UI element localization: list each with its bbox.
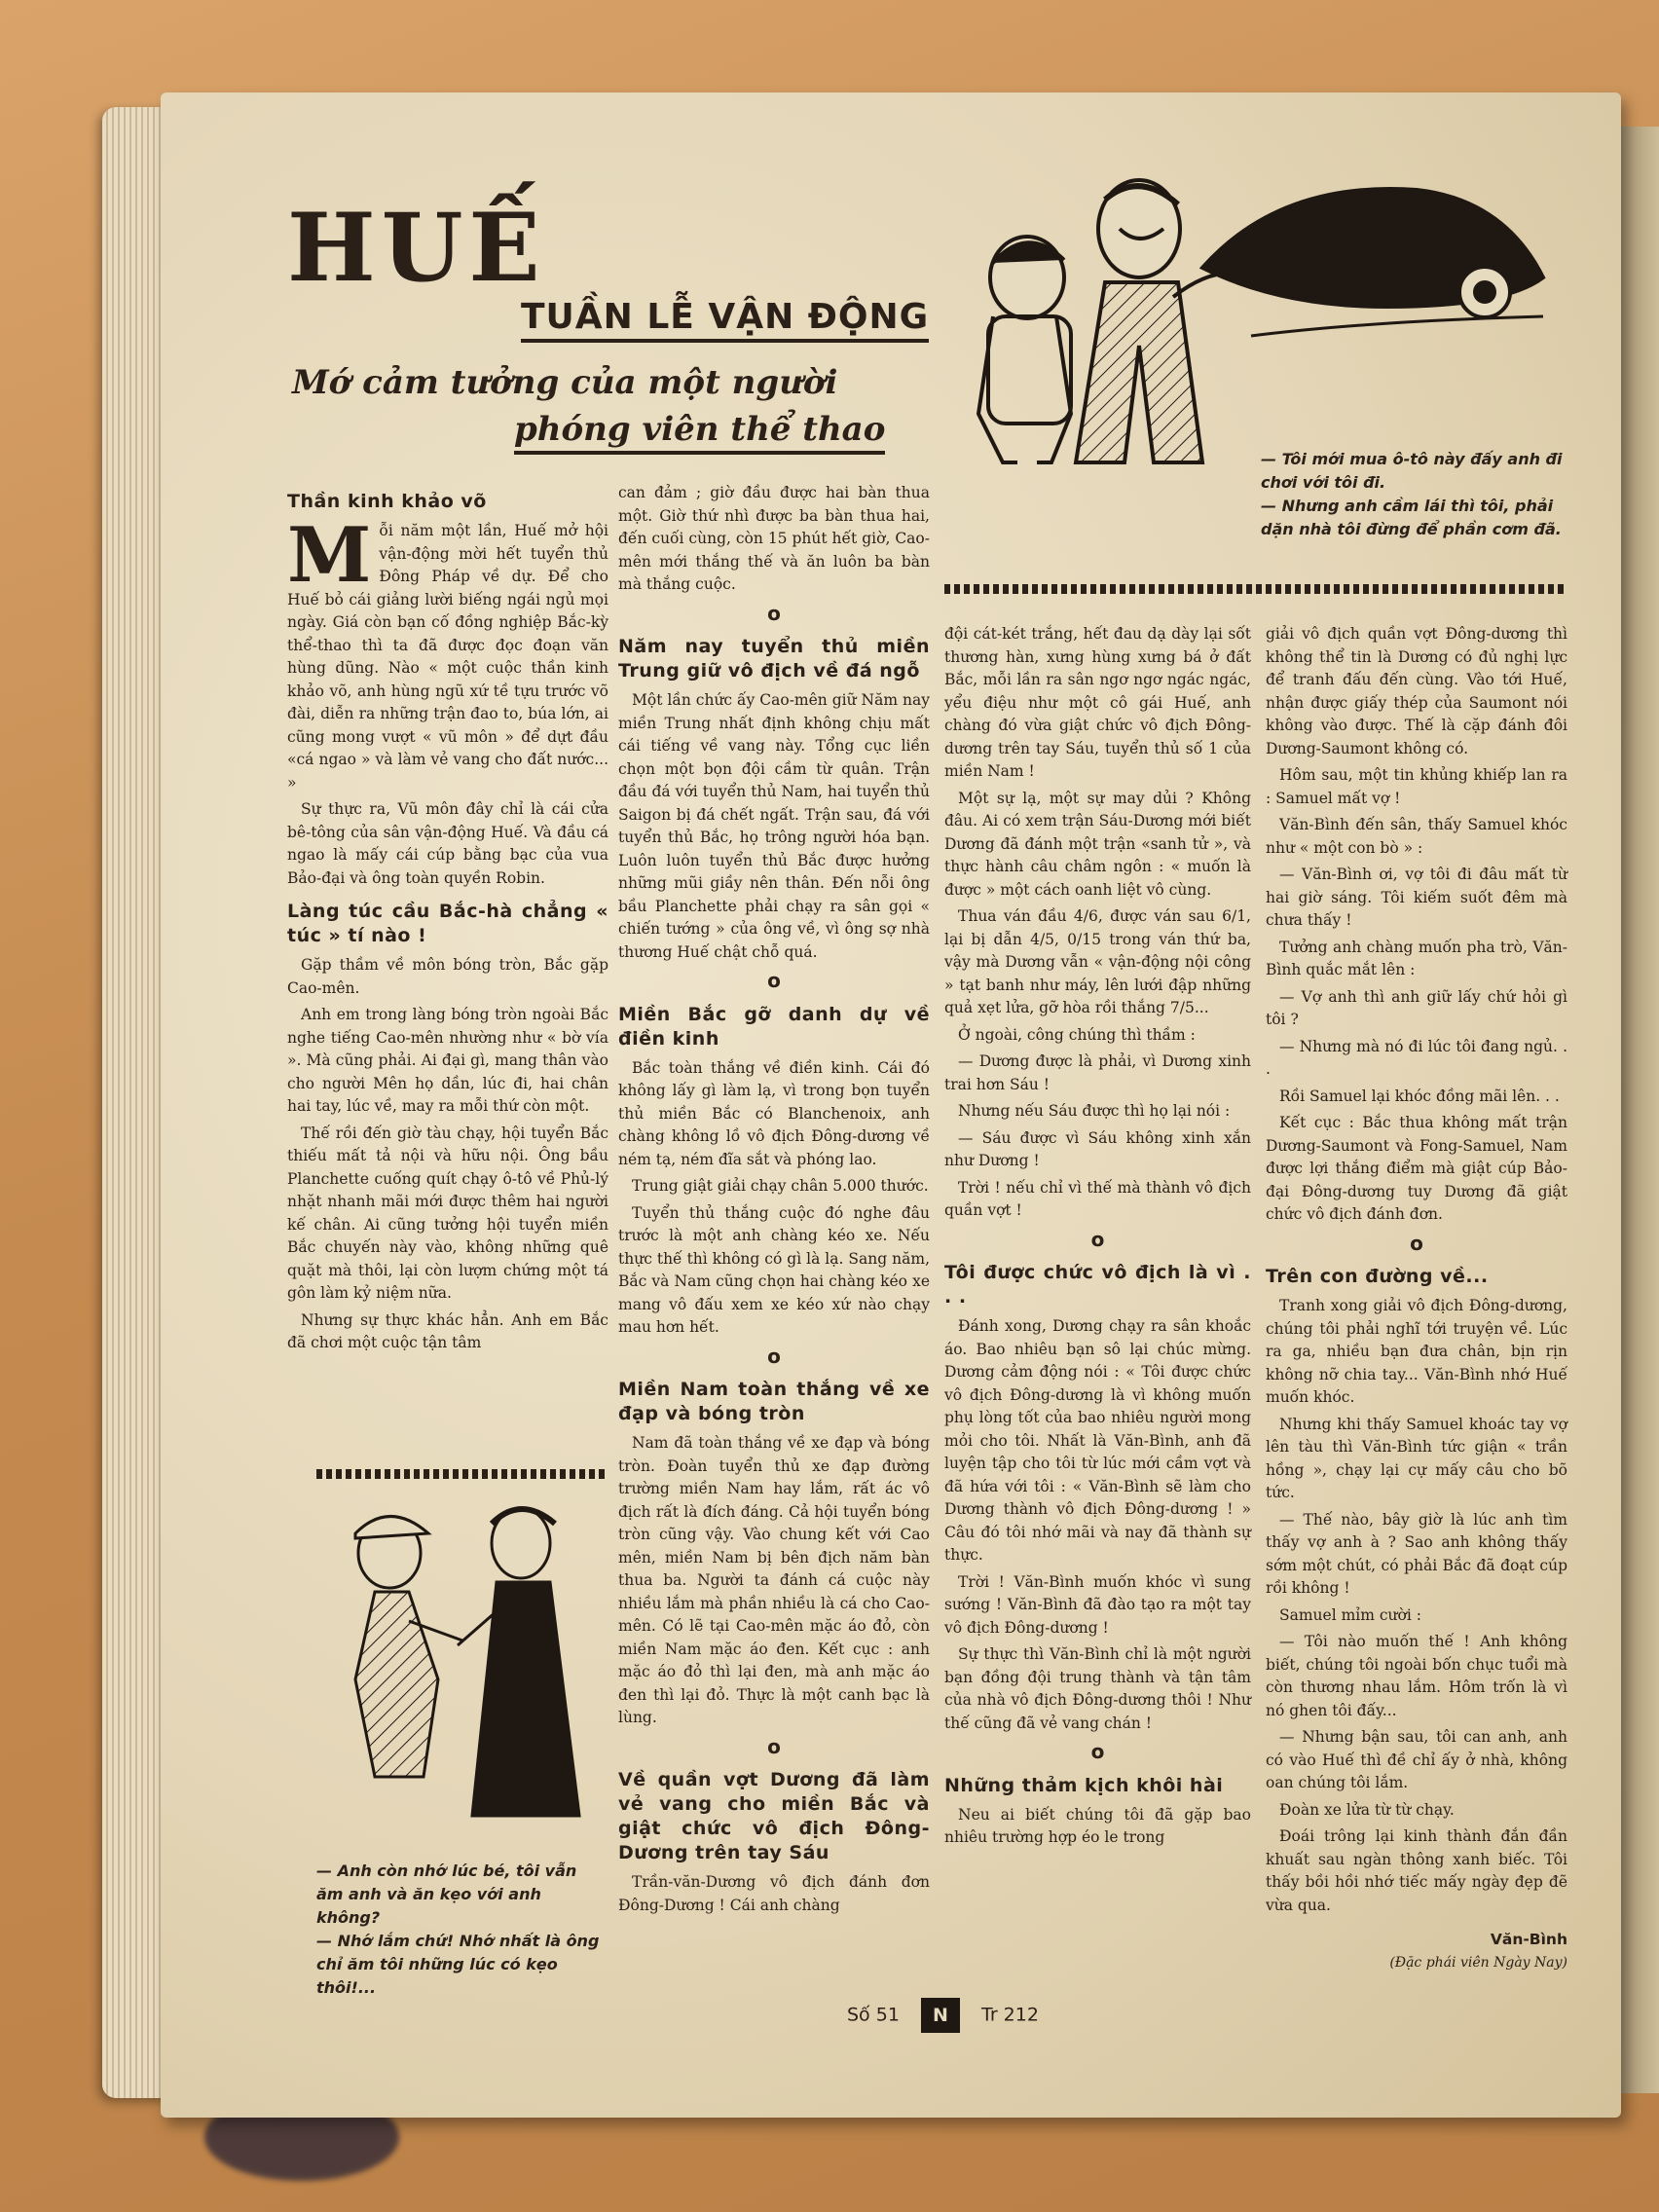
heading-mien-bac: Miền Bắc gỡ danh dự về điền kinh [618, 1003, 930, 1050]
paragraph: — Dương được là phải, vì Dương xinh trai hơn Sáu ! [944, 1052, 1251, 1093]
column-4 [1266, 623, 1567, 1974]
separator-circle: o [1410, 1231, 1423, 1255]
separator-circle: o [767, 1344, 781, 1368]
column-1 [287, 480, 608, 1359]
paragraph: — Thế nào, bây giờ là lúc anh tìm thấy vợ anh à ? Sao anh không thấy sớm một chút, có phải Bắc đã đoạt cúp rồi không ! [1266, 1510, 1567, 1597]
paragraph: Samuel mỉm cười : [1279, 1605, 1421, 1624]
separator-circle: o [1090, 1740, 1105, 1763]
paragraph: Thua ván đầu 4/6, được ván sau 6/1, lại bị dẫn 4/5, 0/15 trong ván thứ ba, vậy mà Dương vẫn « vận-động nội công » tạt banh như máy, lên lưới đập những quả xẹt lửa, gỡ hòa rồi thắng 7/5... [944, 907, 1251, 1016]
paragraph: đội cát-két trắng, hết đau dạ dày lại sốt thương hàn, xưng hùng xưng bá ở đất Bắc, mỗi lần ra sân ngơ ngơ ngác ngác, yểu điệu như một cô gái Huế, anh chàng đó vừa giật chức vô địch Đông-dương trên tay Sáu, tuyển thủ số 1 của miền Nam ! [944, 625, 1251, 780]
separator-circle: o [767, 601, 781, 625]
car-cartoon-illustration [959, 170, 1582, 482]
paragraph: — Văn-Bình ơi, vợ tôi đi đâu mất từ hai giờ sáng. Tôi kiếm suốt đêm mà chưa thấy ! [1266, 866, 1567, 929]
paragraph: Sự thực ra, Vũ môn đây chỉ là cái cửa bê-tông của sân vận-động Huế. Và đầu cá ngao là mấy cái cúp bằng bạc của vua Bảo-đại và ông toàn quyền Robin. [287, 800, 608, 887]
heading-than-kinh: Thần kinh khảo võ [287, 491, 487, 512]
page-number: Tr 212 [981, 2004, 1039, 2026]
ngay-nay-logo: N [921, 1998, 960, 2033]
top-caption-line1: — Tôi mới mua ô-tô này đấy anh đi chơi với tôi đi. [1261, 450, 1563, 492]
heading-toi-duoc-chuc: Tôi được chức vô địch là vì . . . [944, 1262, 1251, 1308]
heading-nhung-tham-kich: Những thảm kịch khôi hài [944, 1774, 1224, 1796]
separator-circle: o [767, 1734, 781, 1758]
paragraph: Thế rồi đến giờ tàu chạy, hội tuyển Bắc thiếu mất tả nội và hữu nội. Ông bầu Planchette cuống quít chạy ô-tô về Phủ-lý nhặt nhanh mãi mới được thêm hai người kế chân. Ai cũng tưởng hội tuyển miền Bắc chuyến này vào, không những quê quặt mà thôi, lại còn lượm chứng một tá gôn làm kỷ niệm nữa. [287, 1124, 608, 1302]
masthead-title: HUẾ [287, 193, 546, 303]
paragraph: Anh em trong làng bóng tròn ngoài Bắc nghe tiếng Cao-mên nhường như « bờ vía ». Mà cũng phải. Ai đại gì, mang thân vào cho người Mên họ dần, lúc đi, hai chân hai tay, lúc về, may ra mỗi thứ còn một. [287, 1006, 608, 1115]
divider-wavy-top [944, 584, 1567, 594]
paragraph: Văn-Bình đến sân, thấy Samuel khóc như « một con bò » : [1266, 816, 1567, 857]
paragraph: Đánh xong, Dương chạy ra sân khoắc áo. Bao nhiêu bạn sô lại chúc mừng. Dương cảm động nói : « Tôi được chức vô địch Đông-dương là vì không muốn phụ lòng tốt của bao nhiêu người mong mỏi cho tôi. Nhất là Văn-Bình, anh đã luyện tập cho tôi từ lúc mới cầm vợt và đã hứa với tôi : « Văn-Bình sẽ làm cho Dương thành vô địch Đông-dương ! » Câu đó tôi nhớ mãi và nay đã thành sự thực. [944, 1317, 1251, 1564]
tagline-line1: Mớ cảm tưởng của một người [292, 363, 838, 402]
bottom-illustration-caption [316, 1860, 608, 2000]
paragraph: — Nhưng mà nó đi lúc tôi đang ngủ. . . [1266, 1037, 1567, 1078]
paragraph: Trung giật giải chạy chân 5.000 thước. [632, 1177, 929, 1195]
paragraph: Bắc toàn thắng về điền kinh. Cái đó không lấy gì làm lạ, vì trong bọn tuyển thủ miền Bắc có Blanchenoix, anh chàng không lồ vô địch Đông-dương về ném tạ, ném đĩa sắt và phóng lao. [618, 1058, 930, 1168]
issue-number: Số 51 [847, 2004, 900, 2026]
paragraph: Kết cục : Bắc thua không mất trận Dương-Saumont và Fong-Samuel, Nam được lợi thắng điểm mà giật cúp Bảo-đại Đông-dương tuy Dương đã giật chức vô địch đánh đơn. [1266, 1114, 1567, 1223]
paragraph: giải vô địch quần vợt Đông-dương thì không thể tin là Dương có đủ nghị lực để tranh đấu đến cùng. Vào tới Huế, nhận được giấy thép của Saumont nói không vào được. Thế là cặp đánh đôi Dương-Saumont không có. [1266, 625, 1567, 757]
heading-quan-vot: Về quần vợt Dương đã làm vẻ vang cho miền Bắc và giật chức vô địch Đông-Dương trên tay Sáu [618, 1769, 930, 1863]
paragraph: — Sáu được vì Sáu không xinh xắn như Dương ! [944, 1128, 1251, 1169]
paragraph: Ở ngoài, công chúng thì thầm : [958, 1025, 1196, 1044]
paragraph: Trần-văn-Dương vô địch đánh đơn Đông-Dương ! Cái anh chàng [618, 1873, 930, 1914]
heading-lang-tuc-cau: Làng túc cầu Bắc-hà chẳng « túc » tí nào ! [287, 901, 608, 946]
paragraph: ỗi năm một lần, Huế mở hội vận-động mời hết tuyển thủ Đông Pháp về dự. Để cho Huế bỏ cái giảng lười biếng ngái ngủ mọi ngày. Giá còn bạn cố đồng nghiệp Bắc-kỳ thể-thao thì ta đã được đọc đoạn văn hùng dũng. Nào « một cuộc thần kinh khảo võ, anh hùng ngũ xứ tề tựu trước võ đài, diễn ra những trận đao to, búa lớn, ai cũng mong vượt « vũ môn » để dựt đầu «cá ngao » và làm vẻ vang cho đất nước... » [287, 522, 608, 792]
paragraph: Đoàn xe lửa từ từ chạy. [1279, 1800, 1455, 1819]
bottom-caption-line2: — Nhớ lắm chứ! Nhớ nhất là ông chỉ ăm tôi những lúc có kẹo thôi!... [316, 1932, 600, 1997]
heading-mien-trung: Năm nay tuyển thủ miền Trung giữ vô địch về đá ngỗ [618, 636, 930, 682]
column-2 [618, 482, 930, 1921]
separator-circle: o [1090, 1227, 1105, 1251]
paragraph: Neu ai biết chúng tôi đã gặp bao nhiêu trường hợp éo le trong [944, 1805, 1251, 1846]
paragraph: Một lần chức ấy Cao-mên giữ Năm nay miền Trung nhất định không chịu mất cái tiếng về vang này. Tổng cục liền chọn một bọn đội cầm từ quân. Trận đầu đá với tuyển thủ Nam, hai tuyển thủ Saigon bị đá chết ngất. Trận sau, đá với tuyển thủ Bắc, họ trông người hóa bạn. Luôn luôn tuyển thủ Bắc được hưởng những mũi giầy nên thân. Đến nỗi ông bầu Planchette phải chạy ra sân gọi « chiến tướng » của ông về, vì ông sợ nhà thương Huế chật chỗ quá. [618, 691, 930, 961]
paragraph: Rồi Samuel lại khóc đồng mãi lên. . . [1279, 1087, 1560, 1105]
paragraph: — Nhưng bận sau, tôi can anh, anh có vào Huế thì đề chỉ ấy ở nhà, không oan chúng tôi lắm. [1266, 1728, 1567, 1791]
paragraph: Hôm sau, một tin khủng khiếp lan ra : Samuel mất vợ ! [1266, 766, 1567, 807]
paragraph: Nhưng khi thấy Samuel khoác tay vợ lên tàu thì Văn-Bình tức giận « trần hồng », chạy lại cự mấy câu cho bõ tức. [1266, 1415, 1567, 1501]
magazine-page [161, 92, 1621, 2118]
bottom-caption-line1: — Anh còn nhớ lúc bé, tôi vẫn ăm anh và ăn kẹo với anh không? [316, 1862, 577, 1927]
paragraph: Đoái trông lại kinh thành đắn đần khuất sau ngàn thông xanh biếc. Tôi thấy bồi hồi nhớ tiếc mấy ngày đẹp đẽ vừa qua. [1266, 1827, 1567, 1914]
drop-cap: M [287, 511, 372, 600]
page-footer [847, 1998, 1039, 2033]
top-illustration-caption [1261, 448, 1582, 541]
author-signature: Văn-Bình [1490, 1931, 1567, 1948]
paragraph: Tranh xong giải vô địch Đông-dương, chúng tôi phải nghĩ tới truyện về. Lúc ra ga, nhiều bạn đưa chân, bịn rịn không nỡ chia tay... Văn-Bình nhớ Huế muốn khóc. [1266, 1297, 1567, 1406]
paragraph: Nhưng sự thực khác hẳn. Anh em Bắc đã chơi một cuộc tận tâm [287, 1310, 608, 1351]
paragraph: — Vợ anh thì anh giữ lấy chứ hỏi gì tôi ? [1266, 987, 1567, 1028]
masthead [287, 193, 546, 303]
heading-tren-con-duong: Trên con đường về... [1266, 1266, 1489, 1287]
divider-wavy-bottom [316, 1469, 608, 1479]
paragraph: Trời ! Văn-Bình muốn khóc vì sung sướng ! Văn-Bình đã đào tạo ra một tay vô địch Đông-dương ! [944, 1572, 1251, 1637]
paragraph: — Tôi nào muốn thế ! Anh không biết, chúng tôi ngoài bốn chục tuổi mà còn thương nhau lắm. Hôm trốn là vì nó ghen tôi đấy... [1266, 1633, 1567, 1719]
paragraph: Nam đã toàn thắng về xe đạp và bóng tròn. Đoàn tuyển thủ xe đạp đường trường miền Nam hay lắm, rất ác vô địch rất là đích đáng. Cả hội tuyển bóng tròn cũng vậy. Vào chung kết với Cao mên, miền Nam bị bên địch năm bàn thua ba. Người ta đánh cá cuộc này nhiều lắm mà phần nhiều là cá cho Cao-mên. Có lẽ tại Cao-mên mặc áo đỏ, còn miền Nam mặc áo đen. Kết cục : anh mặc áo đỏ thì lại đen, mà anh mặc áo đen thì lại đỏ. Thực là một canh bạc là lùng. [618, 1434, 930, 1726]
paragraph: Tuyển thủ thắng cuộc đó nghe đâu trước là một anh chàng kéo xe. Nếu thực thế thì không có gì là lạ. Sang năm, Bắc và Nam cũng chọn hai chàng kéo xe mang vô đấu xem xe kéo xứ nào chạy mau hơn hết. [618, 1203, 930, 1336]
top-caption-line2: — Nhưng anh cầm lái thì tôi, phải dặn nhà tôi đừng để phần cơm đã. [1261, 497, 1562, 538]
paragraph: Sự thực thì Văn-Bình chỉ là một người bạn đồng đội trung thành và tận tâm của nhà vô địch Đông-dương thôi ! Như thế cũng đã vẻ vang chán ! [944, 1645, 1251, 1732]
paragraph: Gặp thầm về môn bóng tròn, Bắc gặp Cao-mên. [287, 956, 608, 997]
author-title: (Đặc phái viên Ngày Nay) [1389, 1954, 1567, 1971]
heading-mien-nam: Miền Nam toàn thắng về xe đạp và bóng tròn [618, 1379, 930, 1424]
tagline-line2: phóng viên thể thao [514, 410, 885, 455]
paragraph: can đảm ; giờ đầu được hai bàn thua một. Giờ thứ nhì được ba bàn thua hai, đến cuối cùng, còn 15 phút hết giờ, Cao-mên mới thắng thế và ăn luôn ba bàn mà thắng cuộc. [618, 484, 930, 593]
paragraph: Tưởng anh chàng muốn pha trò, Văn-Bình quắc mắt lên : [1266, 938, 1567, 978]
paragraph: Trời ! nếu chỉ vì thế mà thành vô địch quần vợt ! [944, 1178, 1251, 1219]
paragraph: Một sự lạ, một sự may dủi ? Không đâu. Ai có xem trận Sáu-Dương mới biết Dương đã đánh một trận «sanh tử », và thực hành câu châm ngôn : « muốn là được » một cách oanh liệt vô cùng. [944, 789, 1251, 899]
masthead-subtitle: TUẦN LỄ VẬN ĐỘNG [521, 297, 929, 343]
old-friends-cartoon-illustration [316, 1485, 608, 1855]
separator-circle: o [767, 969, 781, 992]
column-3 [944, 623, 1251, 1854]
paragraph: Nhưng nếu Sáu được thì họ lại nói : [958, 1102, 1231, 1120]
